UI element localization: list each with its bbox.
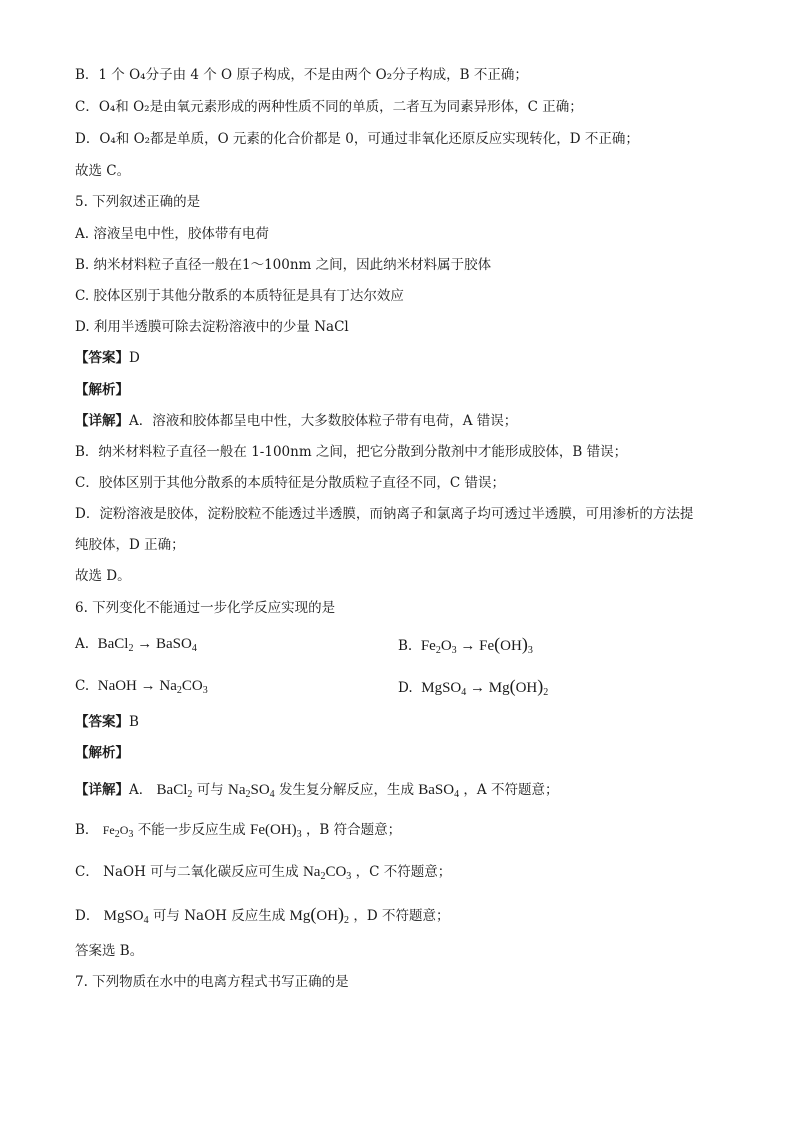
text-line: 故选 C。 <box>75 163 131 179</box>
explanation-line <box>75 820 734 840</box>
explanation-line: 答案选 B。 <box>75 943 144 959</box>
option-label: B. <box>398 638 413 654</box>
text-line: C．O₄和 O₂是由氧元素形成的两种性质不同的单质，二者互为同素异形体，C 正确； <box>75 99 583 115</box>
answer-tag: 【答案】 <box>75 350 129 366</box>
explanation-line: B．纳米材料粒子直径一般在 1-100nm 之间，把它分散到分散剂中才能形成胶体，B 错误； <box>75 444 628 460</box>
explanation-text: B． <box>75 822 99 838</box>
text-line: D．O₄和 O₂都是单质，O 元素的化合价都是 0，可通过非氧化还原反应实现转化，D 不正确； <box>75 131 639 147</box>
formula: $Fe(OH)_3$ <box>249 822 302 840</box>
explanation-text: D． <box>75 908 100 924</box>
explanation-line: 故选 D。 <box>75 568 131 584</box>
text-line: B．1 个 O₄分子由 4 个 O 原子构成，不是由两个 O₂分子构成，B 不正确； <box>75 67 528 83</box>
explanation-text: A． <box>129 782 153 798</box>
explanation-line <box>75 904 734 926</box>
answer-value: B <box>129 714 139 730</box>
option-label: D. <box>398 680 413 696</box>
option-b: B. 纳米材料粒子直径一般在1～100nm 之间，因此纳米材料属于胶体 <box>75 257 492 273</box>
formula: NaOH → $Na_2CO_3$ <box>97 678 208 696</box>
analysis-tag: 【解析】 <box>75 382 129 398</box>
option-a: A. 溶液呈电中性，胶体带有电荷 <box>75 226 269 242</box>
option-d <box>398 676 734 698</box>
explanation-text: ，A 不符题意； <box>463 782 559 798</box>
formula: MgSO$_4$ → $Mg(OH)_2$ <box>421 676 549 698</box>
option-label: C. <box>75 678 90 694</box>
formula: $Fe_2O_3$ <box>102 823 134 840</box>
formula: BaCl$_2$ → BaSO$_4$ <box>97 636 197 654</box>
option-c: C. 胶体区别于其他分散系的本质特征是具有丁达尔效应 <box>75 288 404 304</box>
answer-value: D <box>129 350 140 366</box>
explanation-text: NaOH 可与二氧化碳反应可生成 <box>103 864 299 880</box>
formula: $Mg(OH)_2$ <box>289 904 350 926</box>
explanation-text: ，D 不符题意； <box>353 908 450 924</box>
explanation-text: 可与 NaOH 反应生成 <box>152 908 286 924</box>
explanation-text: C． <box>75 864 99 880</box>
explanation-line: C．胶体区别于其他分散系的本质特征是分散质粒子直径不同，C 错误； <box>75 475 505 491</box>
formula: $Na_2CO_3$ <box>302 864 352 882</box>
explanation-line <box>75 862 734 882</box>
formula: $Fe_2O_3 \to Fe(OH)_3$ <box>420 634 533 656</box>
question-6-stem: 6. 下列变化不能通过一步化学反应实现的是 <box>75 600 336 616</box>
explanation-line: 纯胶体，D 正确； <box>75 537 185 553</box>
formula: BaCl$_2$ <box>156 782 193 800</box>
explanation-line <box>75 411 734 431</box>
analysis-tag: 【解析】 <box>75 745 129 761</box>
answer-line <box>75 712 734 732</box>
formula: $Na_2SO_4$ <box>227 782 275 800</box>
explanation-text: A．溶液和胶体都呈电中性，大多数胶体粒子带有电荷，A 错误； <box>129 413 518 429</box>
answer-line <box>75 348 734 368</box>
option-label: A. <box>75 636 90 652</box>
explanation-text: 不能一步反应生成 <box>137 822 246 838</box>
formula: MgSO$_4$ <box>103 908 149 926</box>
answer-tag: 【答案】 <box>75 714 129 730</box>
option-d: D. 利用半透膜可除去淀粉溶液中的少量 NaCl <box>75 319 349 335</box>
explanation-text: 可与 <box>196 782 224 798</box>
explanation-line <box>75 780 734 800</box>
explanation-line: D．淀粉溶液是胶体，淀粉胶粒不能透过半透膜，而钠离子和氯离子均可透过半透膜，可用渗析的方法提 <box>75 506 694 522</box>
explanation-text: ，B 符合题意； <box>305 822 402 838</box>
detail-tag: 【详解】 <box>75 413 129 429</box>
detail-tag: 【详解】 <box>75 782 129 798</box>
question-5-stem: 5. 下列叙述正确的是 <box>75 194 201 210</box>
option-b <box>398 634 734 656</box>
question-7-stem: 7. 下列物质在水中的电离方程式书写正确的是 <box>75 974 349 990</box>
explanation-text: 发生复分解反应，生成 <box>278 782 414 798</box>
explanation-text: ，C 不符题意； <box>355 864 452 880</box>
formula: BaSO$_4$ <box>418 782 460 800</box>
